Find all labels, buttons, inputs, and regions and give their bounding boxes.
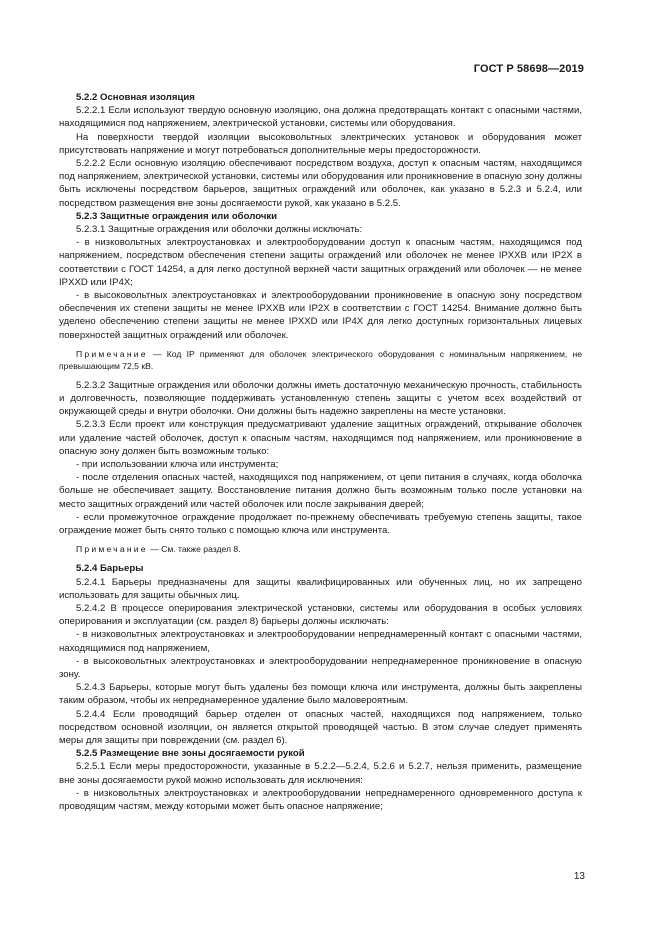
document-header-id: ГОСТ Р 58698—2019 — [473, 63, 584, 75]
paragraph: 5.2.4.1 Барьеры предназначены для защиты квалифицированных или обученных лиц, но их запрещено использовать для защиты обычных лиц. — [59, 576, 582, 601]
note-label: Примечание — [76, 348, 148, 359]
paragraph: 5.2.2.1 Если используют твердую основную изоляцию, она должна предотвращать контакт с опасными частями, находящимися под напряжением, электрической установки, системы или оборудования. — [59, 105, 582, 130]
list-item: - при использовании ключа или инструмента; — [76, 459, 279, 471]
list-item: - после отделения опасных частей, находящихся под напряжением, от цепи питания в случаях, когда оболочка больше не обеспечивает защиту. Восстановление питания должно быть возможным только после установки на место защитных ограждений или частей оболочек или после закрывания дверей; — [59, 472, 582, 510]
list-item: - если промежуточное ограждение продолжает по-прежнему обеспечивать требуемую степень защиты, такое ограждение может быть снято только с помощью ключа или инструмента. — [59, 511, 582, 537]
note-label: Примечание — [76, 544, 148, 555]
note-text: — См. также раздел 8. — [147, 544, 241, 555]
section-heading: 5.2.2 Основная изоляция — [76, 92, 195, 103]
note — [59, 348, 582, 372]
note-text: — Код IP применяют для оболочек электрического оборудования с номинальным напряжением, не превышающим 72,5 кВ. — [59, 348, 582, 371]
paragraph: 5.2.4.4 Если проводящий барьер отделен от опасных частей, находящихся под напряжением, только посредством основной изоляции, он является открытой проводящей частью. В этом случае следует применять меры для защиты при повреждении (см. раздел 6). — [59, 708, 582, 746]
page-number: 13 — [573, 871, 585, 882]
document-body — [59, 91, 582, 813]
paragraph: 5.2.2.2 Если основную изоляцию обеспечивают посредством воздуха, доступ к опасным частям, находящимся под напряжением, электрической установки, системы или оборудования или проникновение в опасную зону должны быть исключены посредством барьеров, защитных ограждений или оболочек, как указано в 5.2.3 и 5.2.4, или посредством размещения вне зоны досягаемости рукой, как указано в 5.2.5. — [59, 158, 582, 209]
paragraph: На поверхности твердой изоляции высоковольтных электрических установок и оборудования может присутствовать напряжение и могут потребоваться дополнительные меры предосторожности. — [59, 131, 582, 156]
section-heading: 5.2.5 Размещение вне зоны досягаемости рукой — [76, 748, 305, 760]
paragraph: 5.2.4.2 В процессе оперирования электрической установки, системы или оборудования в особых условиях оперирования и эксплуатации (см. раздел 8) барьеры должны исключать: — [59, 602, 582, 628]
note — [59, 543, 582, 555]
paragraph: 5.2.3.3 Если проект или конструкция предусматривают удаление защитных ограждений, открывание оболочек или удаление частей оболочек, доступ к опасным частям, находящимся под напряжением, или проникновение в опасную зону должен быть возможным только: — [59, 419, 582, 457]
section-heading: 5.2.4 Барьеры — [76, 563, 144, 575]
paragraph: 5.2.3.1 Защитные ограждения или оболочки должны исключать: — [76, 224, 363, 236]
section-heading: 5.2.3 Защитные ограждения или оболочки — [76, 210, 278, 222]
paragraph: 5.2.5.1 Если меры предосторожности, указанные в 5.2.2—5.2.4, 5.2.6 и 5.2.7, нельзя применить, размещение вне зоны досягаемости рукой можно использовать для исключения: — [59, 761, 582, 786]
paragraph: 5.2.4.3 Барьеры, которые могут быть удалены без помощи ключа или инструмента, должны быть закреплены таким образом, чтобы их непреднамеренное удаление было маловероятным. — [59, 682, 582, 707]
list-item: - в низковольтных электроустановках и электрооборудовании непреднамеренный контакт с опасными частями, находящимися под напряжением, — [59, 629, 582, 654]
list-item: - в высоковольтных электроустановках и электрооборудовании непреднамеренное проникновение в опасную зону. — [59, 655, 582, 680]
list-item: - в низковольтных электроустановках и электрооборудовании доступ к опасным частям, находящимся под напряжением, посредством обеспечения степени защиты ограждений или оболочек не менее IPXXB или IP2X в соответствии с ГОСТ 14254, а для легко доступной верхней части защитных ограждений или оболочек — не менее IPXXD или IP4X; — [59, 237, 582, 288]
list-item: - в высоковольтных электроустановках и электрооборудовании проникновение в опасную зону посредством обеспечения их степени защиты не менее IPXXB или IP2X в соответствии с ГОСТ 14254. Внимание должно быть уделено обеспечению степени защиты не менее IPXXD или IP4X для легко доступных горизонтальных лицевых поверхностей защитных ограждений или оболочек. — [59, 290, 582, 341]
list-item: - в низковольтных электроустановках и электрооборудовании непреднамеренного одновременного доступа к проводящим частям, между которыми может быть опасное напряжение; — [59, 787, 582, 812]
paragraph: 5.2.3.2 Защитные ограждения или оболочки должны иметь достаточную механическую прочность, стабильность и долговечность, позволяющие поддерживать установленную степень защиты с учетом всех воздействий от окружающей среды и внутри оболочки. Они должны быть надежно закреплены на месте установки. — [59, 379, 582, 418]
